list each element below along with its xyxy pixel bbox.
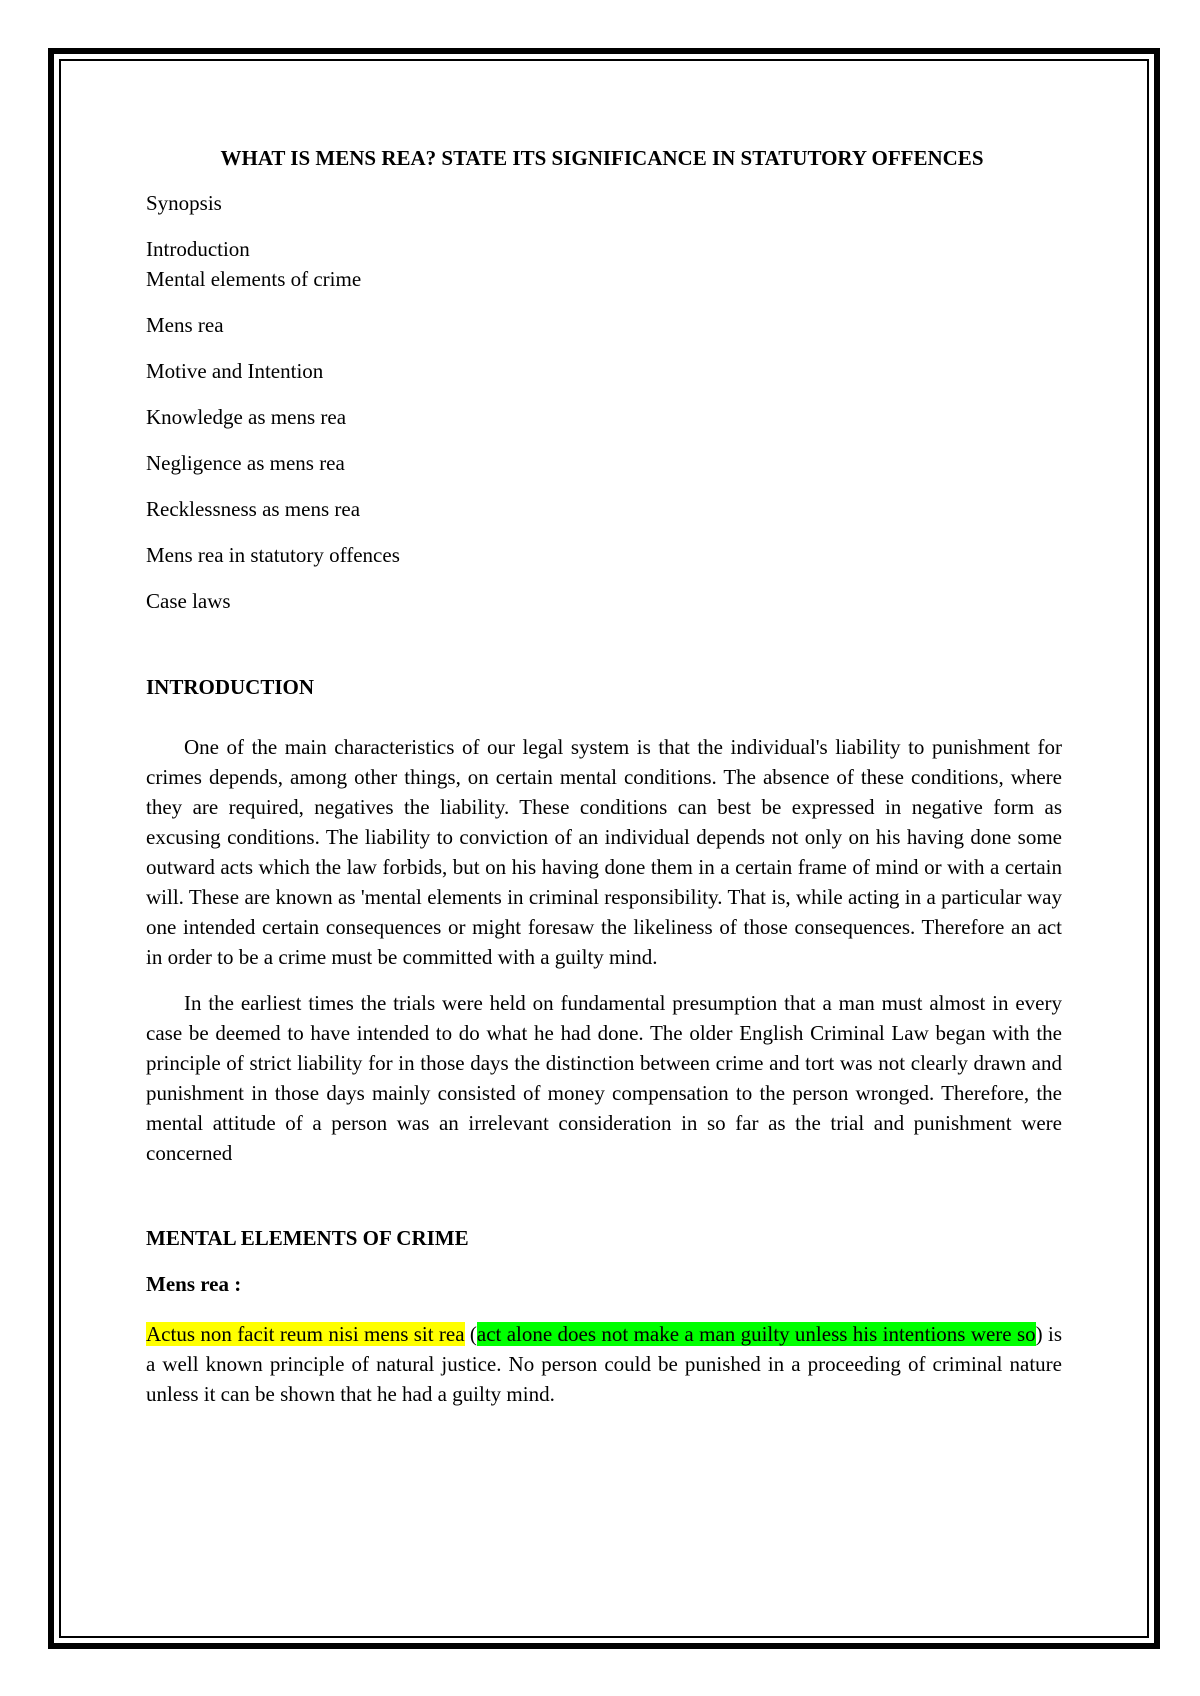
mens-rea-paragraph (146, 1319, 1062, 1409)
latin-maxim-highlight: Actus non facit reum nisi mens sit rea (146, 1322, 465, 1346)
document-body (146, 140, 1062, 1409)
synopsis-heading: Synopsis (146, 191, 222, 215)
synopsis-item: Introduction (146, 237, 250, 261)
synopsis-item: Knowledge as mens rea (146, 405, 347, 429)
translation-highlight: act alone does not make a man guilty unless his intentions were so (476, 1322, 1036, 1346)
mental-elements-heading: MENTAL ELEMENTS OF CRIME (146, 1226, 469, 1250)
document-title: WHAT IS MENS REA? STATE ITS SIGNIFICANCE IN STATUTORY OFFENCES (220, 146, 984, 170)
synopsis-item: Motive and Intention (146, 359, 324, 383)
mens-rea-rest: ) is a well known principle of natural justice. No person could be punished in a proceeding of criminal nature unless it can be shown that he had a guilty mind. (146, 1322, 1063, 1406)
synopsis-item: Mental elements of crime (146, 267, 362, 291)
introduction-paragraph: One of the main characteristics of our legal system is that the individual's liability to punishment for crimes depends, among other things, on certain mental conditions. The absence of these conditions, where they are required, negatives the liability. These conditions can best be expressed in negative form as excusing conditions. The liability to conviction of an individual depends not only on his having done some outward acts which the law forbids, but on his having done them in a certain frame of mind or with a certain will. These are known as 'mental elements in criminal responsibility. That is, while acting in a particular way one intended certain consequences or might foresaw the likeliness of those consequences. Therefore an act in order to be a crime must be committed with a guilty mind. (146, 735, 1062, 969)
synopsis-item: Recklessness as mens rea (146, 497, 361, 521)
synopsis-item: Mens rea in statutory offences (146, 543, 400, 567)
synopsis-item: Negligence as mens rea (146, 451, 345, 475)
synopsis-item: Mens rea (146, 313, 224, 337)
mens-rea-subheading: Mens rea : (146, 1272, 242, 1296)
introduction-heading: INTRODUCTION (146, 675, 315, 699)
introduction-paragraph: In the earliest times the trials were held on fundamental presumption that a man must almost in every case be deemed to have intended to do what he had done. The older English Criminal Law began with the principle of strict liability for in those days the distinction between crime and tort was not clearly drawn and punishment in those days mainly consisted of money compensation to the person wronged. Therefore, the mental attitude of a person was an irrelevant consideration in so far as the trial and punishment were concerned (146, 991, 1062, 1165)
open-paren: ( (464, 1322, 477, 1346)
synopsis-list (146, 234, 1062, 616)
synopsis-item: Case laws (146, 589, 231, 613)
